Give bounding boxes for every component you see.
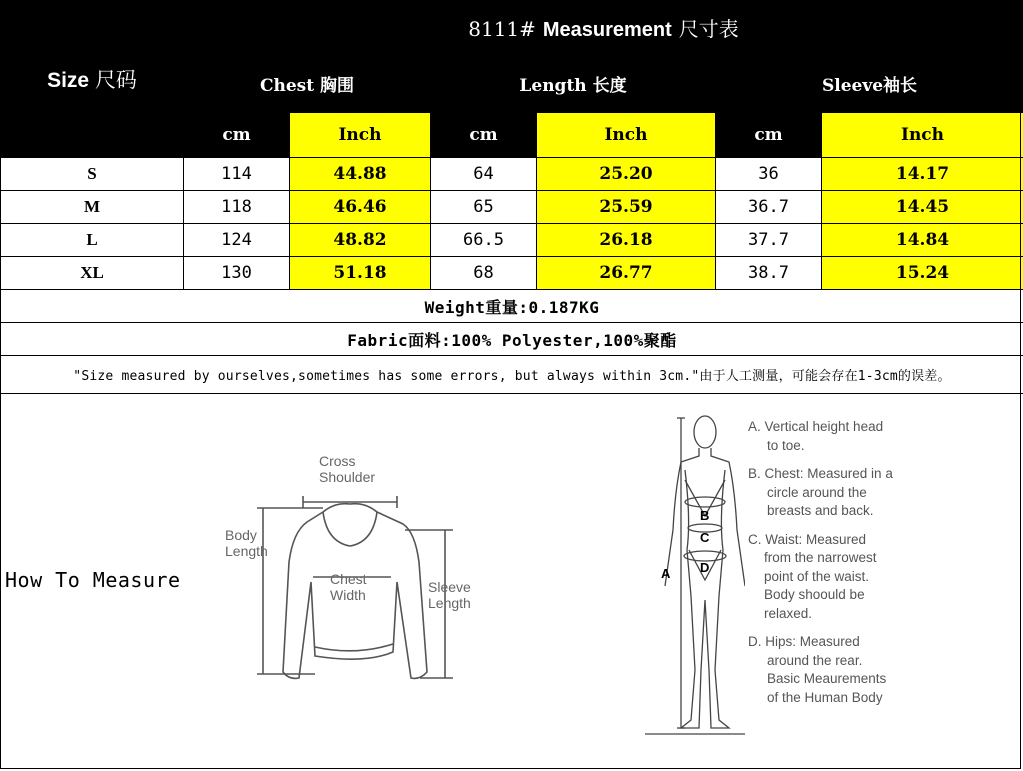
guide-c-line: Body shoould be [764,587,865,602]
chest-inch-cell: 46.46 [290,191,431,224]
label-sleeve-length: Length [428,595,471,611]
sleeve-inch-cell: 14.45 [822,191,1023,224]
sleeve-inch-cell: 15.24 [822,257,1023,290]
table-row [1,158,1023,191]
guide-b-line: breasts and back. [767,503,874,518]
unit-inch: Inch [822,113,1023,158]
title-strong: Measurement [542,18,672,41]
label-b: B [700,508,710,523]
sleeve-cm-cell: 36.7 [716,191,822,224]
guide-d-line: D. Hips: Measured [748,634,860,649]
unit-inch: Inch [537,113,716,158]
sleeve-inch-cell: 14.17 [822,158,1023,191]
garment-collar [323,512,377,546]
size-header-en: Size [47,69,90,92]
length-inch-cell: 26.18 [537,224,716,257]
guide-b-line: circle around the [767,484,867,500]
how-to-measure-label: How To Measure [5,568,181,592]
unit-inch: Inch [290,113,431,158]
chest-inch-cell: 48.82 [290,224,431,257]
title-prefix: 8111# [468,16,536,41]
table-row [1,257,1023,290]
measurement-guide [748,418,928,717]
chest-cm-cell: 114 [184,158,290,191]
chest-cm-cell: 118 [184,191,290,224]
unit-cm: cm [184,113,290,158]
chest-cm-cell: 124 [184,224,290,257]
group-length: Length 长度 [431,54,716,113]
label-body: Body [225,527,257,543]
guide-c-line: relaxed. [764,605,813,621]
group-sleeve: Sleeve袖长 [716,54,1023,113]
title-suffix: 尺寸表 [678,16,739,41]
sleeve-cm-cell: 37.7 [716,224,822,257]
guide-b-line: B. Chest: Measured in a [748,466,893,481]
label-chest: Chest [330,571,367,587]
table-row [1,224,1023,257]
label-c: C [700,530,710,545]
sleeve-cm-cell: 36 [716,158,822,191]
chest-inch-cell: 44.88 [290,158,431,191]
label-sleeve: Sleeve [428,579,471,595]
unit-cm: cm [716,113,822,158]
guide-a-line: A. Vertical height head [748,419,884,434]
size-header-cn: 尺码 [94,68,137,92]
label-a: A [661,566,671,581]
length-cm-cell: 66.5 [431,224,537,257]
chest-cm-cell: 130 [184,257,290,290]
chest-inch-cell: 51.18 [290,257,431,290]
label-cross: Cross [319,453,356,469]
guide-a [748,418,928,455]
body-diagram [645,410,745,740]
size-cell: L [1,224,184,257]
guide-d-line: Basic Meaurements [767,671,887,686]
guide-a-line: to toe. [767,437,805,453]
measurement-note: "Size measured by ourselves,sometimes has some errors, but always within 3cm."由于人工测量，可能会存在1-3cm的误差。 [1,356,1023,394]
size-cell: M [1,191,184,224]
group-chest: Chest 胸围 [184,54,431,113]
guide-d-line: around the rear. [767,652,863,668]
size-cell: XL [1,257,184,290]
label-d: D [700,560,710,575]
guide-c-line: C. Waist: Measured [748,531,867,547]
unit-cm: cm [431,113,537,158]
fabric-row: Fabric面料:100% Polyester,100%聚酯 [1,323,1023,356]
sleeve-inch-cell: 14.84 [822,224,1023,257]
label-shoulder: Shoulder [319,469,376,485]
weight-row: Weight重量:0.187KG [1,290,1023,323]
label-body-length: Length [225,543,268,559]
length-inch-cell: 25.20 [537,158,716,191]
size-cell: S [1,158,184,191]
guide-c-line: point of the waist. [764,568,870,584]
how-to-measure-section [0,392,1023,771]
garment-diagram [215,442,485,702]
length-cm-cell: 68 [431,257,537,290]
guide-c [748,531,928,624]
length-cm-cell: 64 [431,158,537,191]
sleeve-cm-cell: 38.7 [716,257,822,290]
table-title [184,1,1023,54]
guide-d [748,633,928,707]
guide-b [748,465,928,521]
guide-c-line: from the narrowest [764,550,877,565]
guide-d-line: of the Human Body [767,689,883,705]
table-row [1,191,1023,224]
length-cm-cell: 65 [431,191,537,224]
label-width: Width [330,587,366,603]
length-inch-cell: 26.77 [537,257,716,290]
size-header [1,1,184,158]
length-inch-cell: 25.59 [537,191,716,224]
